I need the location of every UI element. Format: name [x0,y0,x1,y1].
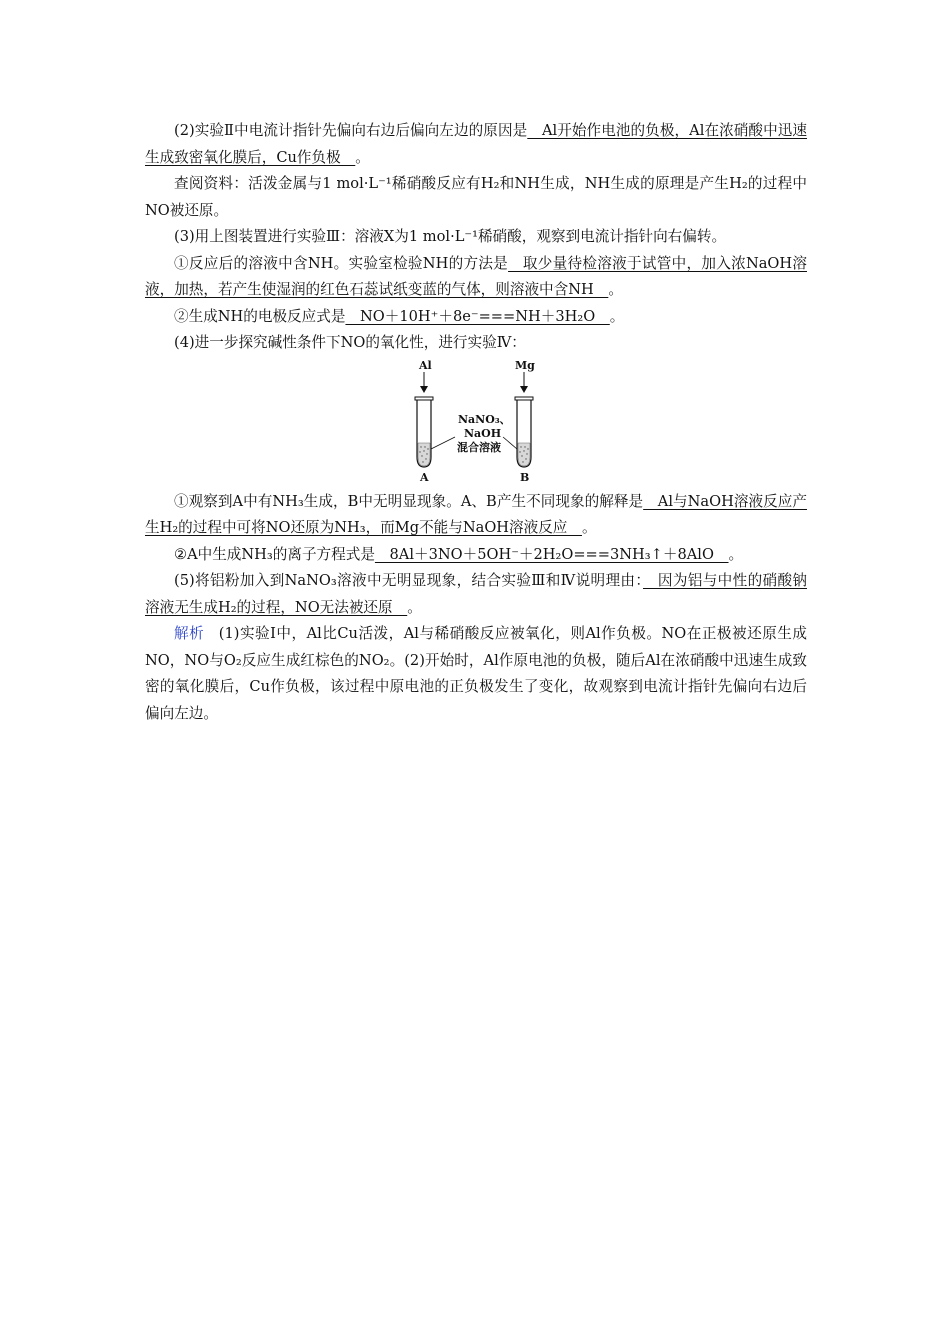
test-tube-a [415,397,433,467]
analysis-text: (1)实验Ⅰ中，Al比Cu活泼，Al与稀硝酸反应被氧化，则Al作负极。NO在正极被还原生成NO，NO与O₂反应生成红棕色的NO₂。(2)开始时，Al作原电池的负极，随后Al在浓硝酸中迅速生成致密的氧化膜后，Cu作负极，该过程中原电池的正负极发生了变化，故观察到电流计指针先偏向右边后偏向左边。 [145,625,807,722]
question-2: (2)实验Ⅱ中电流计指针先偏向右边后偏向左边的原因是 Al开始作电池的负极，Al在浓硝酸中迅速生成致密氧化膜后，Cu作负极 。 [145,122,808,166]
answer-3-1: 取少量待检溶液于试管中，加入浓NaOH溶液，加热，若产生使湿润的红色石蕊试纸变蓝的气体，则溶液中含NH [145,254,807,298]
question-3-1: ①反应后的溶液中含NH。实验室检验NH的方法是 取少量待检溶液于试管中，加入浓NaOH溶液，加热，若产生使湿润的红色石蕊试纸变蓝的气体，则溶液中含NH 。 [145,254,807,298]
solution-label-3: 混合溶液 [457,440,501,454]
solution-label-2: NaOH [464,426,502,440]
label-b: B [520,470,530,484]
test-tube-b [515,397,533,467]
label-mg: Mg [515,358,535,372]
label-al: Al [419,358,432,372]
answer-3-2: NO＋10H⁺＋8e⁻===NH＋3H₂O [345,307,610,325]
analysis-label: 解析 [174,625,205,642]
question-4: (4)进一步探究碱性条件下NO的氧化性，进行实验Ⅳ： [174,334,526,351]
analysis [145,621,807,727]
solution-label-1: NaNO₃、 [458,412,511,426]
question-3-2: ②生成NH的电极反应式是 NO＋10H⁺＋8e⁻===NH＋3H₂O 。 [174,307,625,325]
answer-4-2: 8Al＋3NO＋5OH⁻＋2H₂O===3NH₃↑＋8AlO [374,545,729,563]
answer-2: Al开始作电池的负极，Al在浓硝酸中迅速生成致密氧化膜后，Cu作负极 [145,122,808,166]
reference-info: 查阅资料：活泼金属与1 mol·L⁻¹稀硝酸反应有H₂和NH生成，NH生成的原理是产生H₂的过程中NO被还原。 [145,175,807,219]
test-tube-diagram [413,357,553,487]
arrow-mg-head [520,386,528,393]
question-4-2: ②A中生成NH₃的离子方程式是 8Al＋3NO＋5OH⁻＋2H₂O===3NH₃↑＋8AlO 。 [174,545,744,563]
answer-5: 因为铝与中性的硝酸钠溶液无生成H₂的过程，NO无法被还原 [145,572,807,616]
arrow-al-head [420,386,428,393]
label-a: A [420,470,429,484]
question-3: (3)用上图装置进行实验Ⅲ：溶液X为1 mol·L⁻¹稀硝酸，观察到电流计指针向右偏转。 [174,228,727,245]
question-5: (5)将铝粉加入到NaNO₃溶液中无明显现象，结合实验Ⅲ和Ⅳ说明理由： 因为铝与中性的硝酸钠溶液无生成H₂的过程，NO无法被还原 。 [145,572,807,616]
experiment-figure [145,357,807,489]
pointer-line-b [503,437,517,449]
document-page [145,118,807,727]
pointer-line-a [431,437,455,449]
question-4-1: ①观察到A中有NH₃生成，B中无明显现象。A、B产生不同现象的解释是 Al与NaOH溶液反应产生H₂的过程中可将NO还原为NH₃，而Mg不能与NaOH溶液反应 。 [145,492,807,536]
answer-4-1: Al与NaOH溶液反应产生H₂的过程中可将NO还原为NH₃，而Mg不能与NaOH溶液反应 [145,492,807,536]
